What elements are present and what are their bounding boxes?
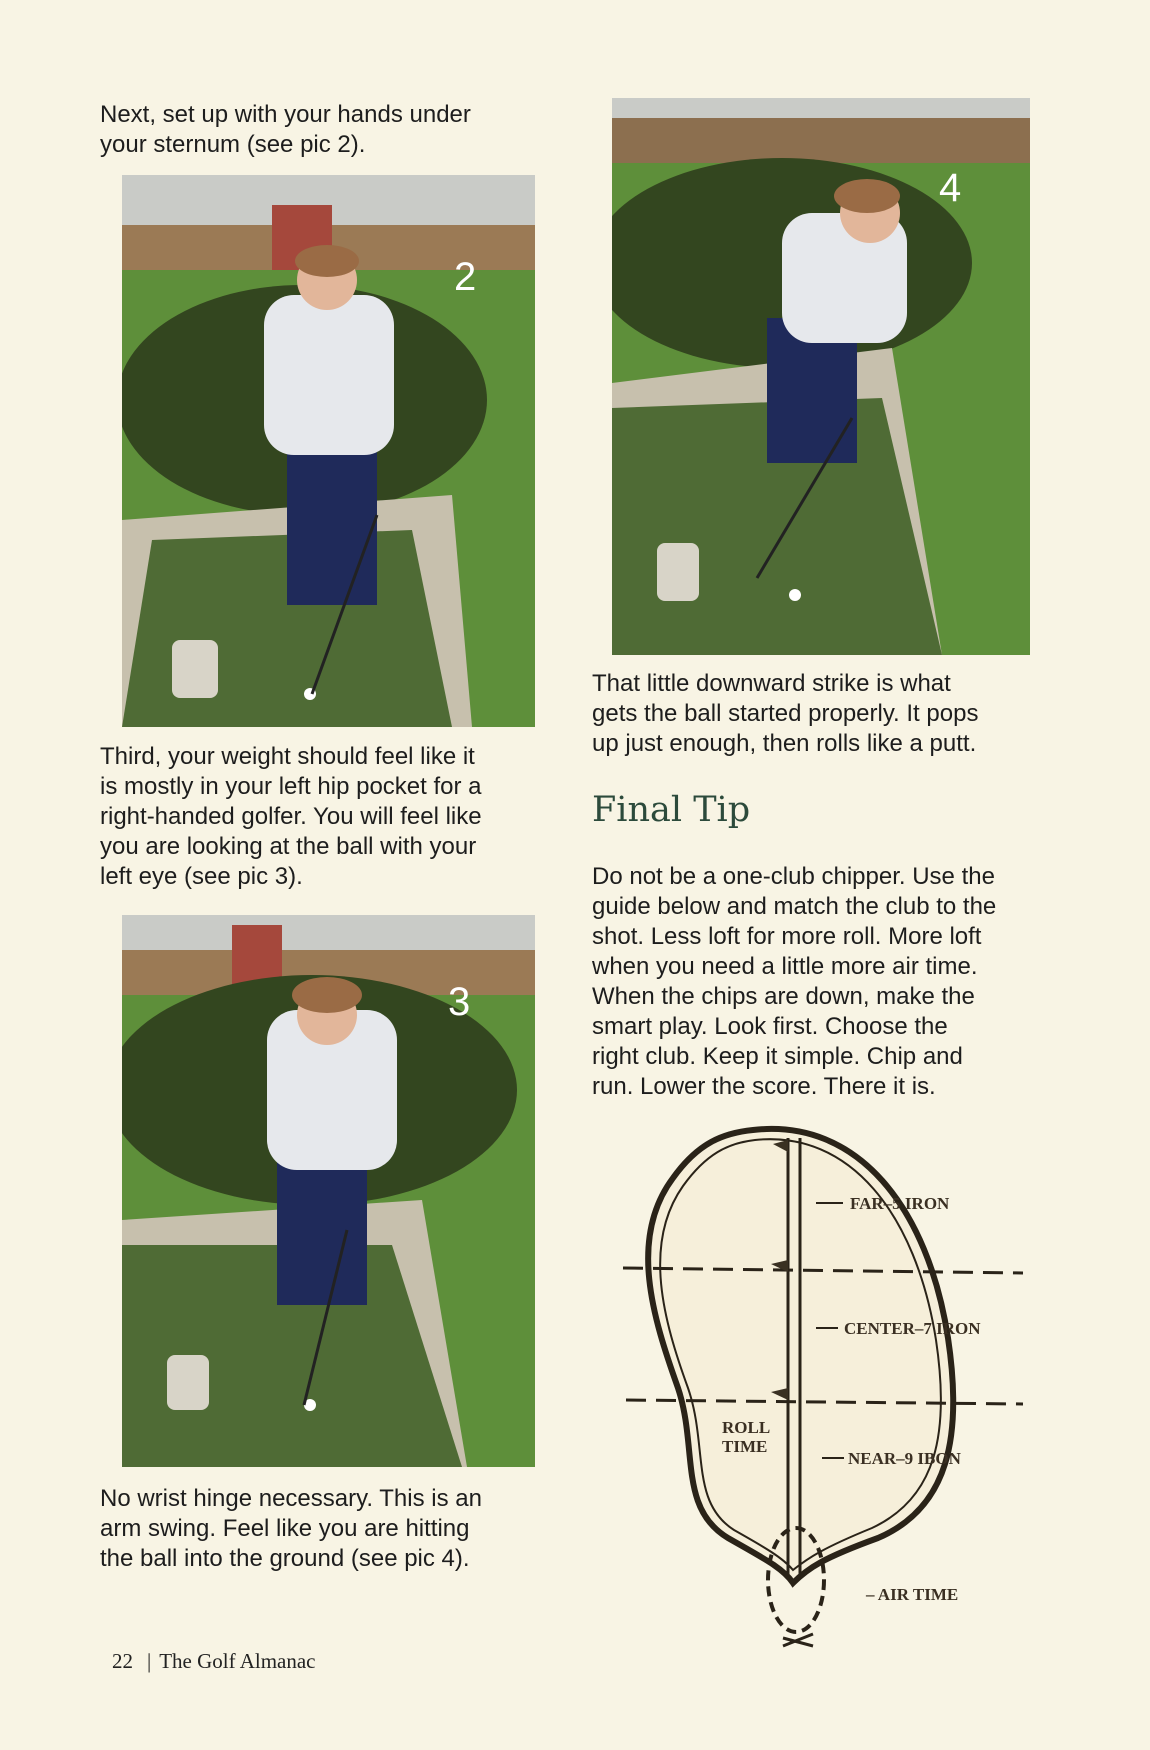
far-iron-label: FAR–5 IRON — [850, 1194, 950, 1213]
final-tip-paragraph: Do not be a one-club chipper. Use the guide below and match the club to the shot. Less loft for more roll. More loft when you need a little more air time. When the chips are down, make the smart play. Look first. Choose the right club. Keep it simple. Chip and run. Lower the score. There it is. — [592, 863, 997, 1100]
roll-time-label-line1: ROLL — [722, 1418, 771, 1437]
instruction-paragraph-1: Next, set up with your hands under your sternum (see pic 2). — [100, 101, 471, 158]
photo-number-3: 3 — [448, 980, 471, 1024]
instruction-paragraph-4: That little downward strike is what gets the ball started properly. It pops up just enough, then rolls like a putt. — [592, 670, 979, 757]
photo-number-2: 2 — [454, 255, 477, 299]
center-iron-label: CENTER–7 IRON — [844, 1319, 981, 1338]
section-heading: Final Tip — [592, 790, 751, 830]
instruction-paragraph-3: No wrist hinge necessary. This is an arm swing. Feel like you are hitting the ball into the ground (see pic 4). — [100, 1485, 482, 1572]
page-number: 22 — [112, 1649, 133, 1673]
golf-photo-4 — [612, 98, 1030, 655]
publication-name: The Golf Almanac — [159, 1649, 316, 1673]
near-iron-label: NEAR–9 IBON — [848, 1449, 961, 1468]
golf-photo-3 — [122, 915, 535, 1467]
page-footer: 22 | The Golf Almanac — [112, 1649, 316, 1673]
golf-photo-2 — [122, 175, 535, 727]
photo-number-4: 4 — [939, 166, 962, 210]
air-time-label: – AIR TIME — [866, 1585, 959, 1604]
roll-time-label-line2: TIME — [722, 1437, 768, 1456]
chipping-zones-diagram — [618, 1118, 1028, 1648]
instruction-paragraph-2: Third, your weight should feel like it is mostly in your left hip pocket for a right-handed golfer. You will feel like you are looking at the ball with your left eye (see pic 3). — [100, 743, 482, 890]
